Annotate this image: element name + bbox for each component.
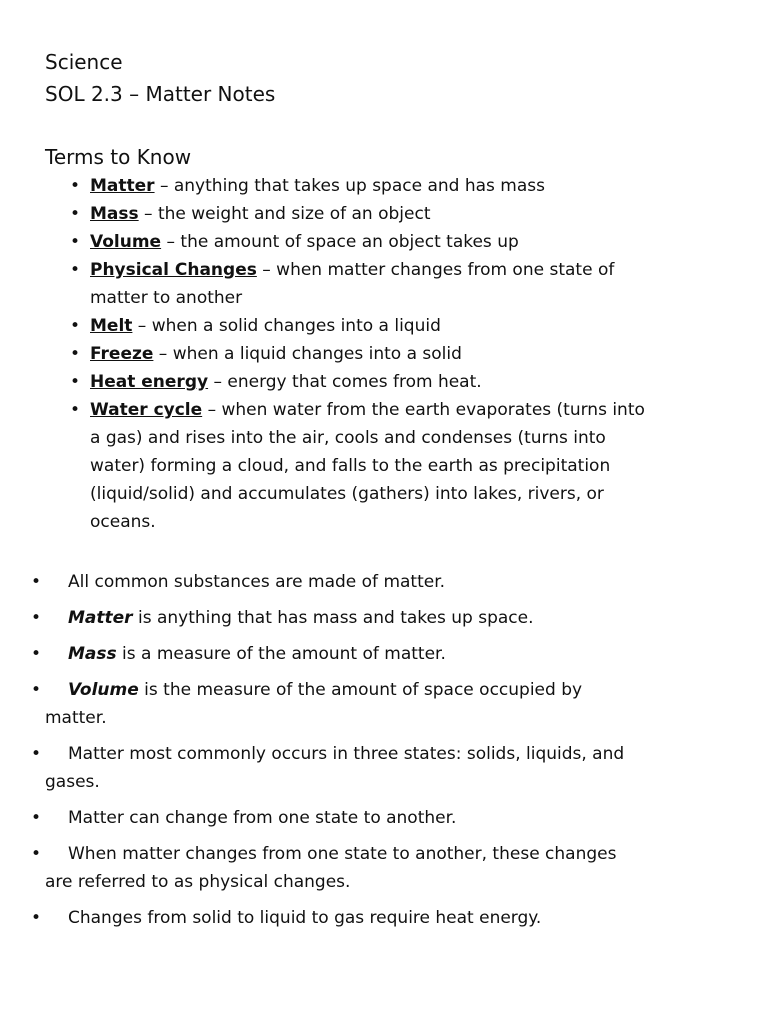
term-definition: – when matter changes from one state of matter to another — [90, 260, 615, 308]
term-name: Water cycle — [90, 400, 203, 420]
term-name: Freeze — [90, 344, 154, 364]
fact-text: Changes from solid to liquid to gas require heat energy. — [68, 908, 542, 928]
term-definition: – the weight and size of an object — [138, 204, 431, 224]
term-name: Mass — [90, 204, 139, 224]
term-item — [90, 368, 650, 396]
term-definition: – the amount of space an object takes up — [161, 232, 519, 252]
fact-text: Matter can change from one state to another. — [68, 808, 457, 828]
term-item — [90, 200, 650, 228]
subject-heading: Science — [45, 50, 123, 74]
fact-item — [0, 676, 768, 732]
term-name: Matter — [90, 176, 155, 196]
term-item — [90, 396, 650, 536]
term-definition: – when water from the earth evaporates (turns into a gas) and rises into the air, cools and condenses (turns into water) forming a cloud, and falls to the earth as precipitation (liquid/solid) and accumulates (gathers) into lakes, rivers, or oceans. — [90, 400, 645, 532]
fact-item — [0, 640, 768, 668]
term-item — [90, 228, 650, 256]
term-definition: – energy that comes from heat. — [208, 372, 482, 392]
fact-term: Mass — [68, 644, 117, 664]
term-definition: – when a liquid changes into a solid — [153, 344, 462, 364]
fact-text: is anything that has mass and takes up space. — [132, 608, 534, 628]
term-name: Physical Changes — [90, 260, 257, 280]
page-title: SOL 2.3 – Matter Notes — [45, 82, 276, 106]
facts-list — [0, 568, 768, 940]
fact-item — [0, 740, 768, 796]
term-item — [90, 172, 650, 200]
term-definition: – when a solid changes into a liquid — [132, 316, 441, 336]
terms-heading: Terms to Know — [45, 145, 192, 169]
fact-text: All common substances are made of matter. — [68, 572, 446, 592]
term-definition: – anything that takes up space and has mass — [154, 176, 545, 196]
fact-text: When matter changes from one state to another, these changes are referred to as physical changes. — [45, 844, 617, 892]
term-name: Melt — [90, 316, 133, 336]
term-item — [90, 340, 650, 368]
fact-item — [0, 840, 768, 896]
term-name: Heat energy — [90, 372, 209, 392]
fact-text: Matter most commonly occurs in three states: solids, liquids, and gases. — [45, 744, 625, 792]
fact-text: is a measure of the amount of matter. — [116, 644, 446, 664]
fact-item — [0, 804, 768, 832]
fact-item — [0, 604, 768, 632]
term-item — [90, 256, 650, 312]
fact-term: Volume — [68, 680, 139, 700]
fact-item — [0, 904, 768, 932]
fact-item — [0, 568, 768, 596]
term-item — [90, 312, 650, 340]
terms-list — [90, 172, 650, 536]
fact-text: is the measure of the amount of space occupied by matter. — [45, 680, 583, 728]
term-name: Volume — [90, 232, 162, 252]
fact-term: Matter — [68, 608, 133, 628]
